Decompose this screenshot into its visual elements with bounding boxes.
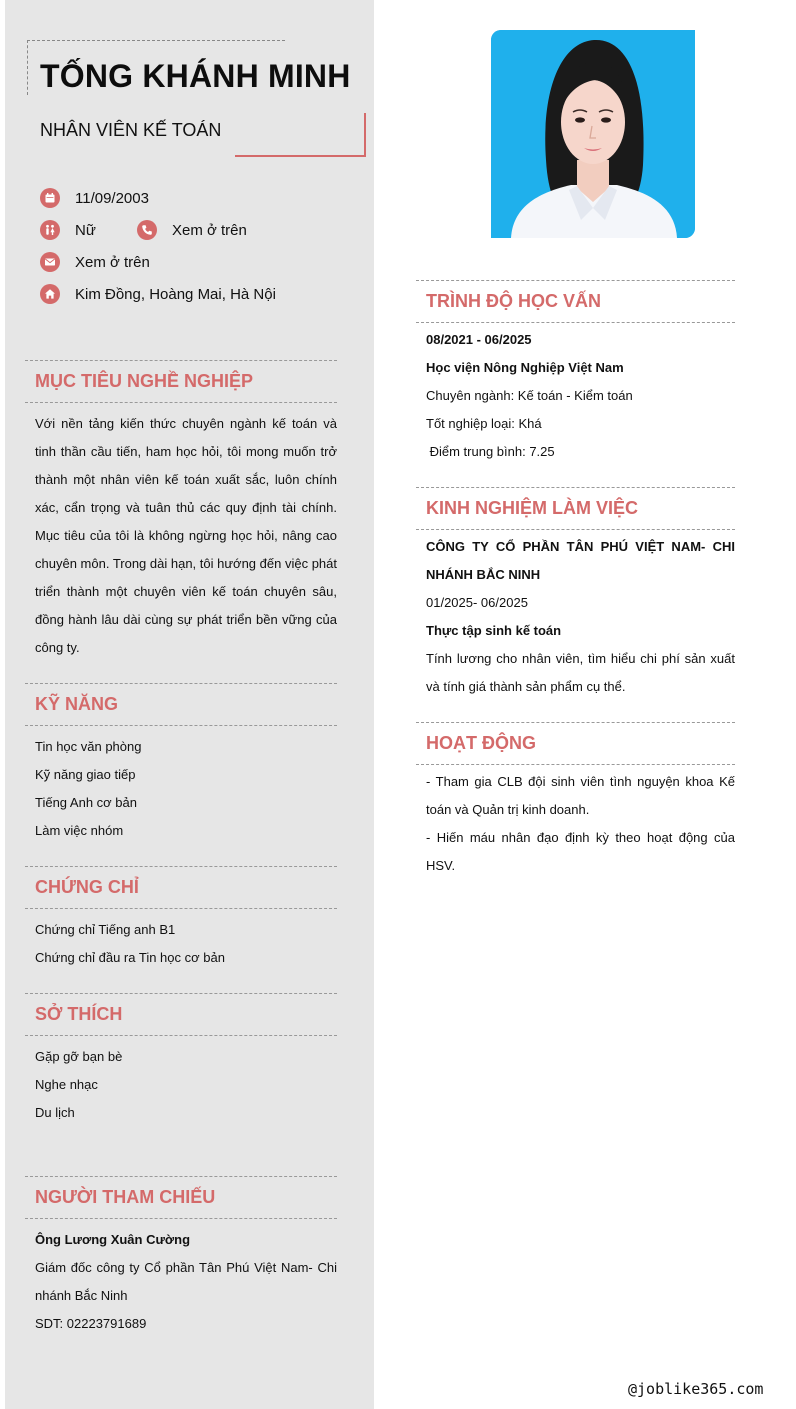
activities-heading: HOẠT ĐỘNG	[416, 722, 735, 765]
phone-value: Xem ở trên	[172, 221, 247, 239]
candidate-position: NHÂN VIÊN KẾ TOÁN	[40, 120, 222, 140]
hobbies-list	[35, 1043, 337, 1127]
list-item: Tiếng Anh cơ bản	[35, 795, 138, 810]
list-item: Chứng chỉ Tiếng anh B1	[35, 922, 176, 937]
experience-role: Thực tập sinh kế toán	[426, 623, 562, 638]
email-icon	[40, 252, 60, 272]
birthday-value: 11/09/2003	[75, 189, 149, 207]
list-item: Nghe nhạc	[35, 1077, 98, 1092]
gender-icon	[40, 220, 60, 240]
email-value: Xem ở trên	[75, 253, 150, 271]
list-item: Du lịch	[35, 1105, 75, 1120]
calendar-icon	[40, 188, 60, 208]
candidate-name: TỐNG KHÁNH MINH	[40, 58, 351, 94]
portrait-image	[491, 30, 695, 238]
list-item: - Hiến máu nhân đạo định kỳ theo hoạt động của HSV.	[426, 830, 735, 873]
education-major: Chuyên ngành: Kế toán - Kiểm toán	[426, 388, 633, 403]
phone-icon	[137, 220, 157, 240]
birthday-row	[40, 188, 149, 208]
list-item: Làm việc nhóm	[35, 823, 124, 838]
gender-row	[40, 220, 96, 240]
certificates-heading: CHỨNG CHỈ	[25, 866, 337, 909]
experience-heading: KINH NGHIỆM LÀM VIỆC	[416, 487, 735, 530]
education-gpa: Điểm trung bình: 7.25	[426, 444, 555, 459]
profile-photo	[491, 30, 695, 238]
experience-company: CÔNG TY CỔ PHẦN TÂN PHÚ VIỆT NAM- CHI NHÁNH BẮC NINH	[426, 539, 735, 582]
experience-period: 01/2025- 06/2025	[426, 595, 528, 610]
phone-row	[137, 220, 247, 240]
education-body	[426, 326, 735, 466]
references-heading: NGƯỜI THAM CHIẾU	[25, 1176, 337, 1219]
title-frame-bottom	[235, 155, 366, 157]
title-frame-right	[364, 113, 366, 156]
education-school: Học viện Nông Nghiệp Việt Nam	[426, 360, 624, 375]
objective-text: Với nền tảng kiến thức chuyên ngành kế toán và tinh thần cầu tiến, ham học hỏi, tôi mong muốn trở thành một nhân viên kế toán xuất sắc, luôn chính xác, cẩn trọng và tuân thủ các quy định tài chính. Mục tiêu của tôi là không ngừng học hỏi, nâng cao chuyên môn. Trong dài hạn, tôi hướng đến việc phát triển thành một chuyên viên kế toán chuyên sâu, đồng hành lâu dài cùng sự phát triển bền vững của công ty.	[35, 416, 337, 655]
list-item: Kỹ năng giao tiếp	[35, 767, 136, 782]
activities-list	[426, 768, 735, 880]
list-item: Chứng chỉ đầu ra Tin học cơ bản	[35, 950, 225, 965]
references-body	[35, 1226, 337, 1338]
name-frame-top	[27, 40, 285, 41]
gender-value: Nữ	[75, 221, 96, 239]
skills-heading: KỸ NĂNG	[25, 683, 337, 726]
skills-list	[35, 733, 337, 845]
education-period: 08/2021 - 06/2025	[426, 332, 532, 347]
name-frame-left	[27, 40, 28, 95]
address-value: Kim Đồng, Hoàng Mai, Hà Nội	[75, 285, 276, 303]
reference-name: Ông Lương Xuân Cường	[35, 1232, 191, 1247]
reference-phone: SDT: 02223791689	[35, 1316, 147, 1331]
hobbies-heading: SỞ THÍCH	[25, 993, 337, 1036]
email-row	[40, 252, 150, 272]
watermark: @joblike365.com	[628, 1380, 764, 1398]
list-item: - Tham gia CLB đội sinh viên tình nguyện khoa Kế toán và Quản trị kinh doanh.	[426, 774, 735, 817]
certificates-list	[35, 916, 337, 972]
objective-heading: MỤC TIÊU NGHỀ NGHIỆP	[25, 360, 337, 403]
experience-description: Tính lương cho nhân viên, tìm hiểu chi phí sản xuất và tính giá thành sản phẩm cụ thể.	[426, 651, 735, 694]
education-heading: TRÌNH ĐỘ HỌC VẤN	[416, 280, 735, 323]
education-grade: Tốt nghiệp loại: Khá	[426, 416, 542, 431]
address-row	[40, 284, 276, 304]
experience-body	[426, 533, 735, 701]
reference-role: Giám đốc công ty Cổ phần Tân Phú Việt Nam- Chi nhánh Bắc Ninh	[35, 1260, 337, 1303]
list-item: Tin học văn phòng	[35, 739, 142, 754]
home-icon	[40, 284, 60, 304]
list-item: Gặp gỡ bạn bè	[35, 1049, 123, 1064]
